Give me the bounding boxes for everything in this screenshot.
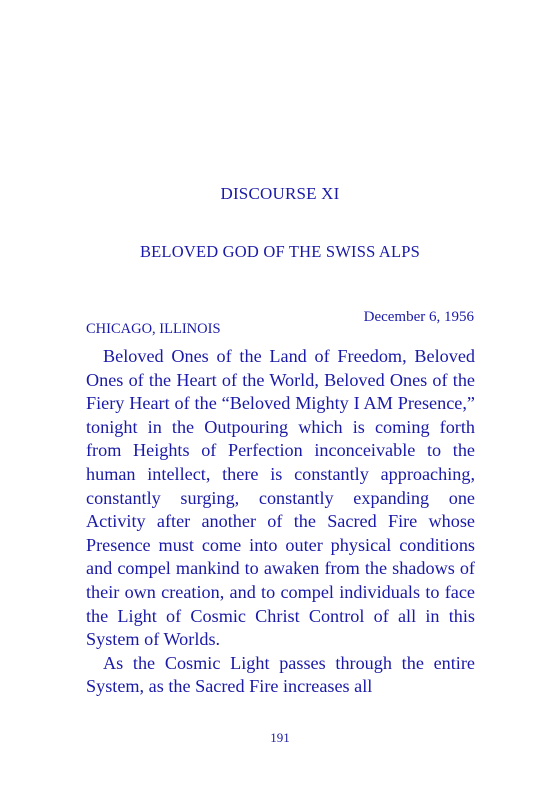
discourse-date: December 6, 1956 [363,309,474,325]
discourse-location: CHICAGO, ILLINOIS [86,321,221,337]
paragraph-1: Beloved Ones of the Land of Freedom, Beloved Ones of the Heart of the World, Beloved Ones of the Fiery Heart of the “Beloved Mighty I AM Presence,” tonight in the Outpouring which is coming forth from Heights of Perfection inconceivable to the human intellect, there is constantly approaching, constantly surging, constantly expanding one Activity after another of the Sacred Fire whose Presence must come into outer physical conditions and compel mankind to awaken from the shadows of their own creation, and to compel individuals to face the Light of Cosmic Christ Control of all in this System of Worlds. [86,346,475,650]
speaker-title: BELOVED GOD OF THE SWISS ALPS [139,242,421,261]
paragraph-2: As the Cosmic Light passes through the entire System, as the Sacred Fire increases all [86,652,475,697]
discourse-title: DISCOURSE XI [220,184,340,203]
page-number: 191 [270,730,290,745]
discourse-body [86,345,475,699]
